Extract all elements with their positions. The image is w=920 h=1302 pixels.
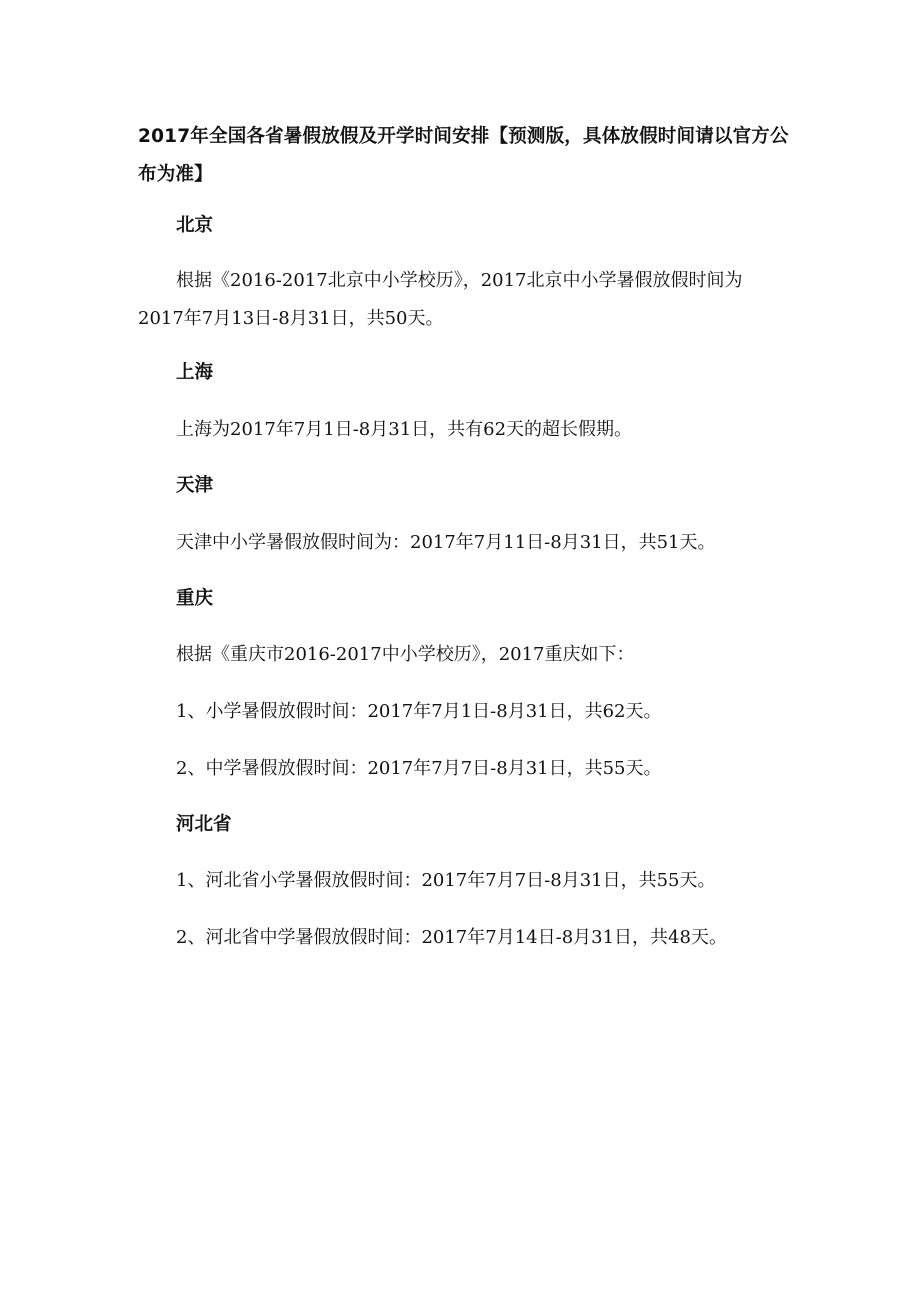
chongqing-item-2: 2、中学暑假放假时间：2017年7月7日-8月31日，共55天。	[176, 758, 662, 779]
beijing-line-2: 2017年7月13日-8月31日，共50天。	[138, 308, 444, 329]
document-title	[138, 118, 788, 194]
chongqing-item-1: 1、小学暑假放假时间：2017年7月1日-8月31日，共62天。	[176, 701, 662, 722]
section-paragraph-beijing	[138, 262, 788, 338]
section-heading-shanghai: 上海	[176, 362, 214, 383]
section-heading-beijing: 北京	[176, 215, 214, 236]
section-heading-chongqing: 重庆	[176, 588, 214, 609]
section-heading-tianjin: 天津	[176, 475, 214, 496]
beijing-line-1: 根据《2016-2017北京中小学校历》，2017北京中小学暑假放假时间为	[176, 270, 743, 291]
hebei-item-2: 2、河北省中学暑假放假时间：2017年7月14日-8月31日，共48天。	[176, 927, 727, 948]
document-title-line-2: 布为准】	[138, 164, 213, 185]
document-title-line-1: 2017年全国各省暑假放假及开学时间安排【预测版，具体放假时间请以官方公	[138, 126, 789, 147]
section-paragraph-shanghai: 上海为2017年7月1日-8月31日，共有62天的超长假期。	[176, 419, 633, 440]
chongqing-intro: 根据《重庆市2016-2017中小学校历》，2017重庆如下：	[176, 644, 635, 665]
hebei-item-1: 1、河北省小学暑假放假时间：2017年7月7日-8月31日，共55天。	[176, 870, 716, 891]
section-paragraph-tianjin: 天津中小学暑假放假时间为：2017年7月11日-8月31日，共51天。	[176, 532, 716, 553]
section-heading-hebei: 河北省	[176, 814, 232, 835]
